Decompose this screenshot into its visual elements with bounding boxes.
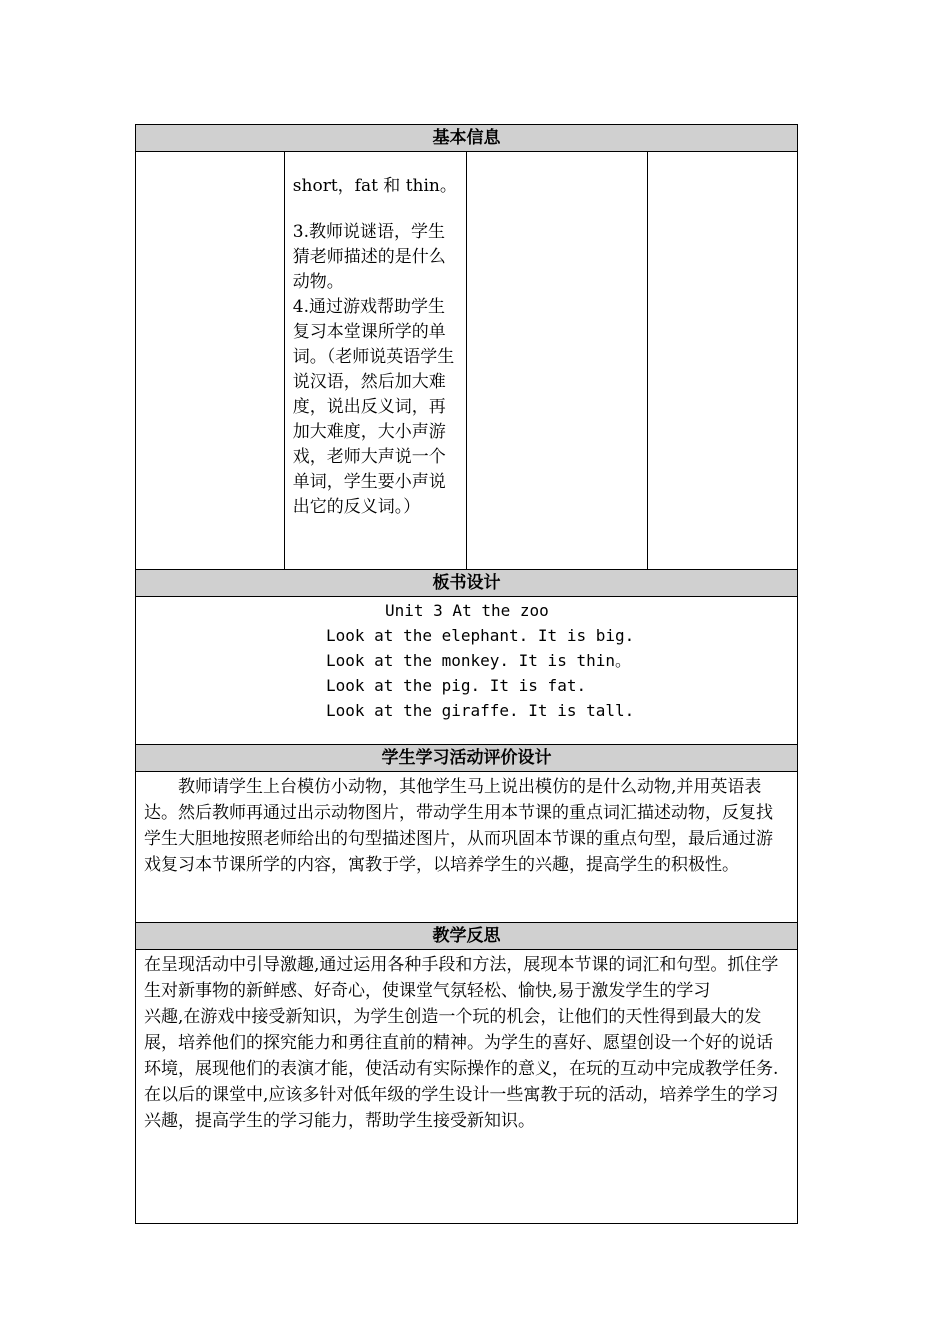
board-line: Look at the pig. It is fat.	[326, 676, 587, 695]
activity-row	[136, 152, 797, 570]
board-line: Look at the elephant. It is big.	[326, 626, 635, 645]
section-header-basic-info: 基本信息	[136, 125, 797, 152]
lesson-plan-table	[135, 124, 798, 1224]
activity-item-4: 4.通过游戏帮助学生复习本堂课所学的单词。（老师说英语学生说汉语，然后加大难度，说出反义词，再加大难度，大小声游戏，老师大声说一个单词，学生要小声说出它的反义词。）	[292, 297, 455, 517]
section-header-evaluation: 学生学习活动评价设计	[136, 745, 797, 772]
board-line: Look at the giraffe. It is tall.	[326, 701, 635, 720]
section-header-board-design: 板书设计	[136, 570, 797, 597]
section-header-reflection: 教学反思	[136, 923, 797, 950]
evaluation-text: 教师请学生上台模仿小动物，其他学生马上说出模仿的是什么动物,并用英语表达。然后教师再通过出示动物图片，带动学生用本节课的重点词汇描述动物，反复找学生大胆地按照老师给出的句型描述图片，从而巩固本节课的重点句型，最后通过游戏复习本节课所学的内容，寓教于学，以培养学生的兴趣，提高学生的积极性。	[136, 772, 797, 923]
empty-cell-3	[467, 152, 649, 569]
empty-cell-4	[648, 152, 797, 569]
board-line: Look at the monkey. It is thin。	[326, 651, 631, 670]
reflection-paragraph-1: 在呈现活动中引导激趣,通过运用各种手段和方法，展现本节课的词汇和句型。抓住学生对新事物的新鲜感、好奇心，使课堂气氛轻松、愉快,易于激发学生的学习	[144, 955, 779, 1001]
activity-cell	[285, 152, 467, 569]
board-title: Unit 3 At the zoo	[385, 601, 549, 620]
board-design-content	[136, 597, 797, 745]
activity-item-3: 3.教师说谜语，学生猜老师描述的是什么动物。	[292, 222, 446, 292]
reflection-paragraph-2: 兴趣,在游戏中接受新知识，为学生创造一个玩的机会，让他们的天性得到最大的发展，培养他们的探究能力和勇往直前的精神。为学生的喜好、愿望创设一个好的说话环境，展现他们的表演才能，使活动有实际操作的意义，在玩的互动中完成教学任务.在以后的课堂中,应该多针对低年级的学生设计一些寓教于玩的活动，培养学生的学习兴趣，提高学生的学习能力，帮助学生接受新知识。	[144, 1007, 779, 1131]
empty-cell-1	[136, 152, 285, 569]
activity-line-1: short，fat 和 thin。	[292, 176, 457, 196]
reflection-content	[136, 950, 797, 1223]
